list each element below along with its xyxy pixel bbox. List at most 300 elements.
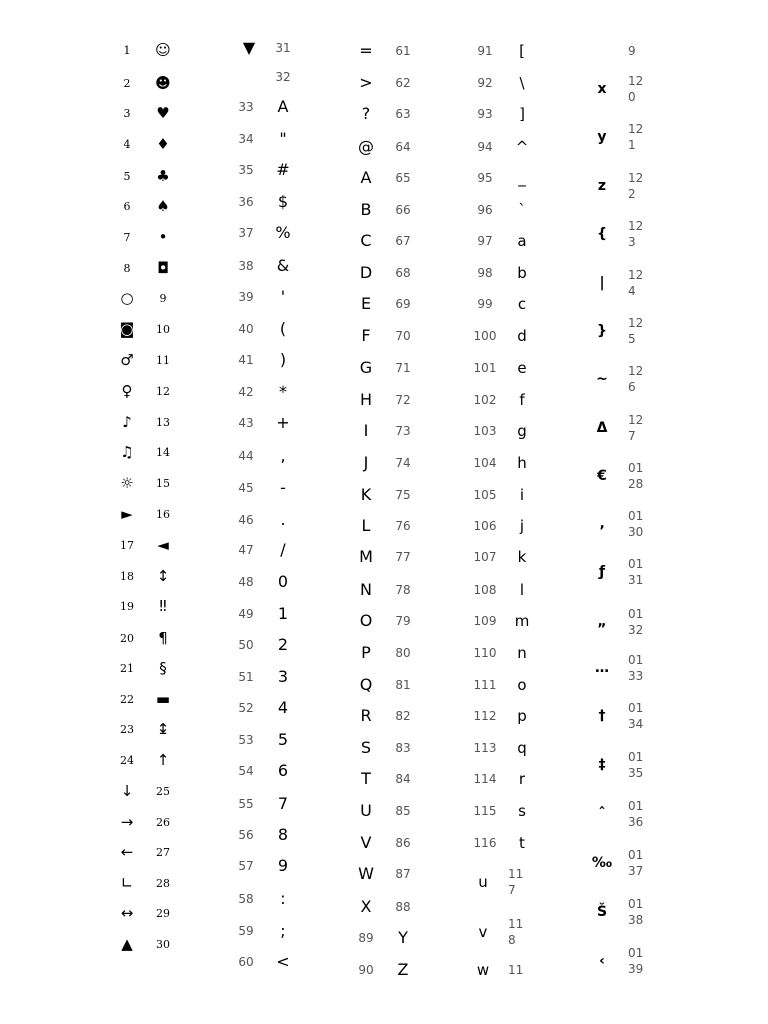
- character-glyph: ☺: [155, 40, 171, 59]
- character-glyph: D: [359, 263, 373, 282]
- code-number: [628, 33, 662, 69]
- character-glyph: V: [360, 833, 372, 852]
- character-glyph: C: [360, 231, 372, 250]
- code-number: 112: [473, 709, 497, 723]
- code-number: 72: [395, 393, 411, 407]
- character-glyph: 5: [277, 730, 289, 749]
- code-number: 29: [156, 906, 170, 920]
- code-number: 31: [275, 41, 291, 55]
- code-number-line: 8: [508, 933, 516, 947]
- character-glyph: >: [359, 73, 373, 92]
- code-number: 74: [395, 456, 411, 470]
- code-number: [628, 943, 662, 979]
- code-number-line: 33: [628, 669, 644, 683]
- code-number-line: 1: [628, 138, 636, 152]
- code-number: [628, 410, 662, 446]
- character-glyph: F: [361, 326, 371, 345]
- code-number: 15: [156, 476, 170, 490]
- character-glyph: y: [597, 129, 607, 145]
- character-glyph: l: [519, 580, 525, 599]
- code-number: [628, 894, 662, 930]
- character-glyph: v: [478, 922, 488, 941]
- code-number: 46: [238, 513, 254, 527]
- code-number: 51: [238, 670, 254, 684]
- character-glyph: q: [517, 738, 527, 757]
- character-glyph: e: [517, 358, 527, 377]
- character-glyph: ♫: [120, 442, 134, 461]
- character-glyph: W: [358, 864, 374, 883]
- character-glyph: ◙: [119, 319, 135, 338]
- code-number-line: 01: [628, 606, 644, 621]
- code-number-line: 7: [628, 429, 636, 443]
- code-number: 62: [395, 76, 411, 90]
- character-glyph: ↨: [156, 719, 170, 738]
- code-number: 10: [156, 322, 170, 336]
- code-number-line: 30: [628, 525, 644, 539]
- character-glyph: [232, 66, 266, 88]
- character-glyph: 9: [277, 856, 289, 875]
- code-number-line: 12: [628, 218, 644, 233]
- code-number: 44: [238, 449, 254, 463]
- code-number-line: 01: [628, 508, 644, 523]
- character-glyph: o: [517, 675, 527, 694]
- code-number-line: 3: [628, 235, 636, 249]
- character-glyph: T: [361, 769, 371, 788]
- code-number: 76: [395, 519, 411, 533]
- character-glyph: ↓: [120, 781, 134, 800]
- code-number: 52: [238, 701, 254, 715]
- code-number-line: 12: [628, 267, 644, 282]
- code-number: 36: [238, 195, 254, 209]
- character-glyph: f: [519, 390, 525, 409]
- code-number-line: 5: [628, 332, 636, 346]
- code-number: 71: [395, 361, 411, 375]
- code-number: 14: [156, 445, 170, 459]
- code-number-line: 37: [628, 864, 644, 878]
- code-number: [628, 845, 662, 881]
- character-glyph: K: [360, 485, 372, 504]
- character-glyph: ‚: [599, 516, 605, 532]
- character-glyph: ": [279, 129, 287, 148]
- code-number: 21: [120, 661, 134, 675]
- character-glyph: 0: [277, 572, 289, 591]
- character-glyph: ▬: [155, 689, 171, 708]
- code-number-line: 11: [508, 962, 524, 977]
- character-glyph: ▲: [121, 934, 133, 953]
- character-glyph: ˆ: [598, 806, 606, 822]
- code-number: [628, 698, 662, 734]
- code-number: [628, 361, 662, 397]
- character-glyph: h: [517, 453, 527, 472]
- code-number: 24: [120, 753, 134, 767]
- code-number: [628, 554, 662, 590]
- character-glyph: r: [518, 769, 526, 788]
- code-number: 25: [156, 784, 170, 798]
- character-glyph: G: [359, 358, 373, 377]
- character-glyph: O: [359, 611, 373, 630]
- code-number: 92: [477, 76, 493, 90]
- character-glyph: d: [517, 326, 527, 345]
- character-glyph: 8: [277, 825, 289, 844]
- code-number: [628, 168, 662, 204]
- character-glyph: N: [360, 580, 372, 599]
- code-number: 7: [123, 230, 131, 244]
- code-number-line: 11: [508, 866, 524, 881]
- character-glyph: €: [597, 468, 607, 484]
- character-glyph: A: [360, 168, 372, 187]
- character-glyph: ○: [120, 288, 134, 307]
- code-number: 110: [473, 646, 497, 660]
- character-glyph: ◄: [157, 535, 169, 554]
- character-glyph: `: [518, 200, 526, 219]
- code-number: 5: [123, 169, 131, 183]
- character-glyph: &: [276, 256, 290, 275]
- character-glyph: .: [280, 510, 286, 529]
- code-number-line: 01: [628, 896, 644, 911]
- code-number: 97: [477, 234, 493, 248]
- code-number: 43: [238, 416, 254, 430]
- code-number: [628, 458, 662, 494]
- code-number-line: 39: [628, 962, 644, 976]
- character-glyph: c: [517, 294, 527, 313]
- character-glyph: ←: [120, 842, 134, 861]
- character-glyph: ,: [280, 446, 286, 465]
- code-number: 95: [477, 171, 493, 185]
- character-glyph: …: [595, 660, 609, 676]
- character-glyph: E: [360, 294, 372, 313]
- character-glyph: ): [279, 350, 287, 369]
- code-number: 12: [156, 384, 170, 398]
- character-glyph: \: [519, 73, 525, 92]
- code-number: 65: [395, 171, 411, 185]
- code-number: [508, 952, 542, 988]
- code-number: 20: [120, 631, 134, 645]
- character-glyph: 3: [277, 667, 289, 686]
- code-number-line: 01: [628, 847, 644, 862]
- code-number: 109: [473, 614, 497, 628]
- code-number-line: 01: [628, 700, 644, 715]
- code-number: 37: [238, 226, 254, 240]
- character-glyph: ▼: [242, 38, 256, 57]
- code-number: 87: [395, 867, 411, 881]
- code-number-line: 31: [628, 573, 644, 587]
- code-number: 60: [238, 955, 254, 969]
- character-glyph: 2: [277, 635, 289, 654]
- code-number: 85: [395, 804, 411, 818]
- code-number: 83: [395, 741, 411, 755]
- code-number-line: 12: [628, 121, 644, 136]
- code-number: 82: [395, 709, 411, 723]
- code-number-line: 01: [628, 556, 644, 571]
- character-glyph: {: [597, 226, 607, 242]
- character-glyph: n: [517, 643, 527, 662]
- character-glyph: i: [519, 485, 525, 504]
- character-glyph: L: [361, 516, 371, 535]
- code-number: 113: [473, 741, 497, 755]
- code-number: 69: [395, 297, 411, 311]
- code-number: [628, 216, 662, 252]
- code-number: 78: [395, 583, 411, 597]
- code-number: [508, 914, 542, 950]
- code-number: [628, 313, 662, 349]
- code-number-line: 9: [628, 43, 636, 58]
- code-number: 100: [473, 329, 497, 343]
- character-glyph: =: [359, 41, 373, 60]
- code-number-line: 38: [628, 913, 644, 927]
- code-number: 47: [238, 543, 254, 557]
- code-number: 33: [238, 100, 254, 114]
- code-number: 67: [395, 234, 411, 248]
- code-number: 98: [477, 266, 493, 280]
- code-number: 101: [473, 361, 497, 375]
- code-number: 32: [275, 70, 291, 84]
- code-number: 13: [156, 415, 170, 429]
- character-glyph: ♠: [156, 196, 170, 215]
- code-number-line: 0: [628, 90, 636, 104]
- character-glyph: b: [517, 263, 527, 282]
- code-number-line: 01: [628, 749, 644, 764]
- character-glyph: H: [359, 390, 373, 409]
- character-glyph: ♪: [122, 412, 132, 431]
- character-glyph: ∟: [120, 873, 134, 892]
- character-glyph: →: [120, 812, 134, 831]
- character-glyph: ‹: [599, 953, 605, 969]
- code-number: 89: [358, 931, 374, 945]
- character-glyph: R: [360, 706, 372, 725]
- code-number: 116: [473, 836, 497, 850]
- code-number: 94: [477, 140, 493, 154]
- character-glyph: X: [360, 897, 372, 916]
- code-number: 114: [473, 772, 497, 786]
- character-glyph: |: [599, 275, 605, 291]
- code-number-line: 34: [628, 717, 644, 731]
- character-glyph: ‼: [159, 596, 167, 615]
- code-number-line: 7: [508, 883, 516, 897]
- character-glyph: g: [517, 421, 527, 440]
- character-glyph: *: [279, 382, 287, 401]
- code-number: 93: [477, 107, 493, 121]
- character-glyph: ☻: [155, 73, 171, 92]
- code-number-line: 01: [628, 652, 644, 667]
- character-glyph: 1: [277, 604, 289, 623]
- character-glyph: [586, 39, 618, 63]
- code-number-line: 6: [628, 380, 636, 394]
- code-number: 55: [238, 797, 254, 811]
- code-number-line: 01: [628, 945, 644, 960]
- code-number: 42: [238, 385, 254, 399]
- character-glyph: p: [517, 706, 527, 725]
- character-glyph: (: [279, 319, 287, 338]
- code-number: 45: [238, 481, 254, 495]
- character-glyph: S: [360, 738, 372, 757]
- code-number: 91: [477, 44, 493, 58]
- code-number: 105: [473, 488, 497, 502]
- code-number-line: 12: [628, 363, 644, 378]
- character-glyph: #: [276, 160, 290, 179]
- character-glyph: @: [358, 137, 374, 156]
- code-number: 68: [395, 266, 411, 280]
- code-number-line: 4: [628, 284, 636, 298]
- character-glyph: 6: [277, 761, 289, 780]
- character-glyph: ☼: [120, 473, 134, 492]
- code-number: [628, 71, 662, 107]
- character-glyph: ►: [121, 504, 133, 523]
- character-glyph: ^: [515, 137, 529, 156]
- code-number: 64: [395, 140, 411, 154]
- character-glyph: P: [361, 643, 371, 662]
- code-number: 102: [473, 393, 497, 407]
- code-number: 96: [477, 203, 493, 217]
- character-glyph: ƒ: [598, 564, 606, 580]
- code-number-line: 12: [628, 73, 644, 88]
- code-number: 61: [395, 44, 411, 58]
- code-number: 1: [123, 43, 131, 57]
- character-glyph: J: [363, 453, 369, 472]
- character-glyph: A: [277, 97, 289, 116]
- character-glyph: }: [597, 323, 607, 339]
- code-number-line: 12: [628, 412, 644, 427]
- code-number: 19: [120, 599, 134, 613]
- code-number-line: 32: [628, 623, 644, 637]
- code-number: 39: [238, 290, 254, 304]
- character-glyph: Š: [596, 904, 608, 920]
- code-number: [628, 265, 662, 301]
- code-number: 17: [120, 538, 134, 552]
- character-glyph: „: [597, 614, 607, 630]
- character-glyph: †: [598, 708, 606, 724]
- character-glyph: ♂: [120, 350, 134, 369]
- character-glyph: j: [519, 516, 525, 535]
- character-glyph: Q: [359, 675, 373, 694]
- code-number-line: 01: [628, 460, 644, 475]
- code-number-line: 11: [508, 916, 524, 931]
- code-number-line: 28: [628, 477, 644, 491]
- code-number: 59: [238, 924, 254, 938]
- code-number: 48: [238, 575, 254, 589]
- code-number: [628, 796, 662, 832]
- character-glyph: w: [476, 960, 490, 979]
- code-number: 18: [120, 569, 134, 583]
- character-glyph: _: [518, 168, 526, 187]
- code-number: 27: [156, 845, 170, 859]
- character-glyph: ‰: [591, 855, 613, 871]
- character-glyph: s: [518, 801, 526, 820]
- character-glyph: ↕: [156, 566, 170, 585]
- code-number: [628, 119, 662, 155]
- code-number: 40: [238, 322, 254, 336]
- code-number: 107: [473, 550, 497, 564]
- character-glyph: :: [280, 889, 286, 908]
- character-glyph: %: [275, 223, 291, 242]
- code-number: 8: [123, 261, 131, 275]
- code-number: 38: [238, 259, 254, 273]
- character-glyph: ♣: [156, 166, 170, 185]
- code-number: 111: [473, 678, 497, 692]
- character-glyph: ~: [596, 371, 608, 387]
- character-glyph: ↔: [120, 903, 134, 922]
- code-number-line: 2: [628, 187, 636, 201]
- character-glyph: k: [517, 547, 527, 566]
- character-glyph: ↑: [156, 750, 170, 769]
- character-glyph: ¶: [158, 628, 168, 647]
- code-number: 66: [395, 203, 411, 217]
- character-glyph: $: [277, 192, 289, 211]
- code-number: 84: [395, 772, 411, 786]
- character-glyph: M: [359, 547, 373, 566]
- character-glyph: •: [158, 227, 168, 246]
- code-number: 80: [395, 646, 411, 660]
- code-number: 22: [120, 692, 134, 706]
- character-glyph: Z: [397, 960, 409, 979]
- code-number: 2: [123, 76, 131, 90]
- code-number: 49: [238, 607, 254, 621]
- code-number: [628, 506, 662, 542]
- code-number: 104: [473, 456, 497, 470]
- code-number: 106: [473, 519, 497, 533]
- code-number: 90: [358, 963, 374, 977]
- code-number: 4: [123, 137, 131, 151]
- character-glyph: +: [276, 413, 290, 432]
- code-number: 77: [395, 550, 411, 564]
- code-number: 58: [238, 892, 254, 906]
- code-number: 35: [238, 163, 254, 177]
- code-number: 56: [238, 828, 254, 842]
- code-number: 41: [238, 353, 254, 367]
- character-glyph: x: [597, 81, 607, 97]
- code-number: 99: [477, 297, 493, 311]
- character-glyph: a: [517, 231, 527, 250]
- character-glyph: /: [280, 540, 286, 559]
- code-number: 28: [156, 876, 170, 890]
- code-number-line: 35: [628, 766, 644, 780]
- code-number: 23: [120, 722, 134, 736]
- character-glyph: Y: [398, 928, 408, 947]
- code-number-line: 36: [628, 815, 644, 829]
- code-number-line: 01: [628, 798, 644, 813]
- code-number: 73: [395, 424, 411, 438]
- code-number: 86: [395, 836, 411, 850]
- character-glyph: ♥: [156, 103, 170, 122]
- code-number: [628, 650, 662, 686]
- character-glyph: ♀: [121, 381, 133, 400]
- code-number: [628, 604, 662, 640]
- code-number: 3: [123, 106, 131, 120]
- code-number: 9: [159, 291, 167, 305]
- code-number: [628, 747, 662, 783]
- character-glyph: ◘: [157, 258, 169, 277]
- character-glyph: ': [280, 287, 286, 306]
- code-number: 53: [238, 733, 254, 747]
- code-number-line: 12: [628, 315, 644, 330]
- code-number: 30: [156, 937, 170, 951]
- character-glyph: 4: [277, 698, 289, 717]
- character-glyph: U: [360, 801, 372, 820]
- character-glyph: B: [360, 200, 372, 219]
- code-number: 63: [395, 107, 411, 121]
- character-glyph: [: [519, 41, 525, 60]
- character-glyph: ‡: [598, 757, 606, 773]
- character-glyph: t: [519, 833, 525, 852]
- code-number: 34: [238, 132, 254, 146]
- code-number: 108: [473, 583, 497, 597]
- code-number: [508, 864, 542, 900]
- character-glyph: ?: [361, 104, 371, 123]
- code-number: 79: [395, 614, 411, 628]
- character-glyph: z: [597, 178, 607, 194]
- code-number: 16: [156, 507, 170, 521]
- code-number: 6: [123, 199, 131, 213]
- code-number: 50: [238, 638, 254, 652]
